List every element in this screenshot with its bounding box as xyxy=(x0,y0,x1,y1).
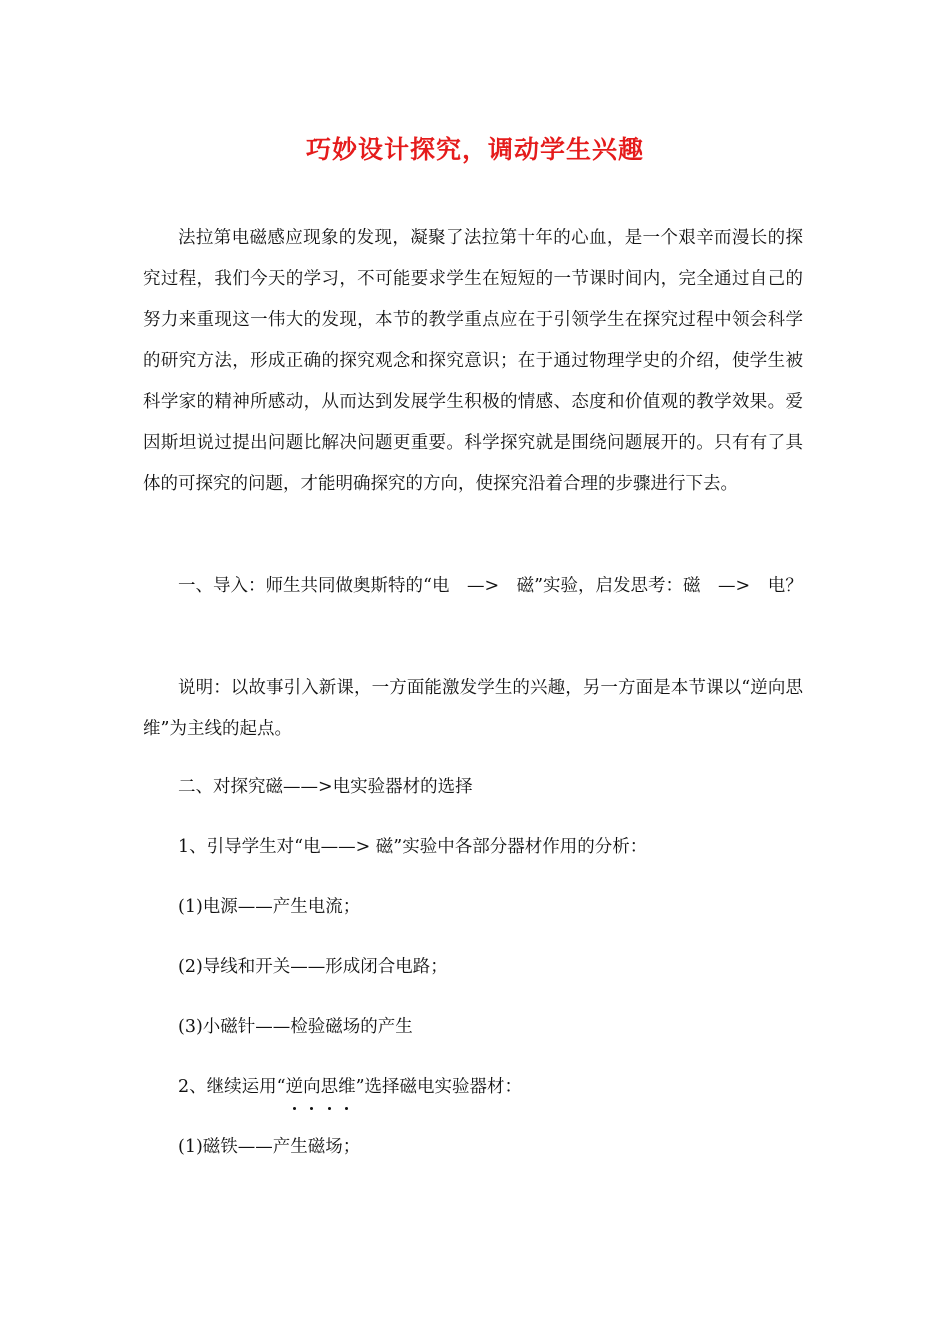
item-2 xyxy=(178,1072,522,1102)
emphasis-dot xyxy=(328,1107,331,1110)
item-1: 1、引导学生对“电——> 磁”实验中各部分器材作用的分析： xyxy=(178,837,648,857)
emphasis-char: 维 xyxy=(338,1072,356,1102)
emphasis-dot xyxy=(310,1107,313,1110)
emphasis-char: 向 xyxy=(303,1072,321,1102)
intro-paragraph: 法拉第电磁感应现象的发现，凝聚了法拉第十年的心血，是一个艰辛而漫长的探究过程，我们今天的学习，不可能要求学生在短短的一节课时间内，完全通过自己的努力来重现这一伟大的发现，本节的教学重点应在于引领学生在探究过程中领会科学的研究方法，形成正确的探究观念和探究意识；在于通过物理学史的介绍，使学生被科学家的精神所感动，从而达到发展学生积极的情感、态度和价值观的教学效果。爱因斯坦说过提出问题比解决问题更重要。科学探究就是围绕问题展开的。只有有了具体的可探究的问题，才能明确探究的方向，使探究沿着合理的步骤进行下去。 xyxy=(143,228,803,494)
item-1-sub-3: (3)小磁针——检验磁场的产生 xyxy=(178,1017,413,1037)
item-1-sub-2: (2)导线和开关——形成闭合电路； xyxy=(178,957,448,977)
item-1-sub-1: (1)电源——产生电流； xyxy=(178,897,361,917)
emphasis-dot xyxy=(345,1107,348,1110)
item-2-sub-1: (1)磁铁——产生磁场； xyxy=(178,1137,361,1157)
section-2-heading: 二、对探究磁——>电实验器材的选择 xyxy=(178,777,473,797)
document-title: 巧妙设计探究，调动学生兴趣 xyxy=(305,135,644,164)
emphasis-char: 思 xyxy=(321,1072,339,1102)
emphasis-char: 逆 xyxy=(286,1072,304,1102)
item-2-prefix: 2、继续运用“ xyxy=(178,1077,286,1097)
note-1-paragraph: 说明：以故事引入新课，一方面能激发学生的兴趣，另一方面是本节课以“逆向思维”为主线的起点。 xyxy=(143,678,803,739)
section-1-paragraph: 一、导入：师生共同做奥斯特的“电 —> 磁”实验，启发思考：磁 —> 电？ xyxy=(178,576,803,596)
item-2-suffix: ”选择磁电实验器材： xyxy=(355,1077,523,1097)
emphasis-dot xyxy=(293,1107,296,1110)
item-2-emphasis xyxy=(286,1077,356,1097)
